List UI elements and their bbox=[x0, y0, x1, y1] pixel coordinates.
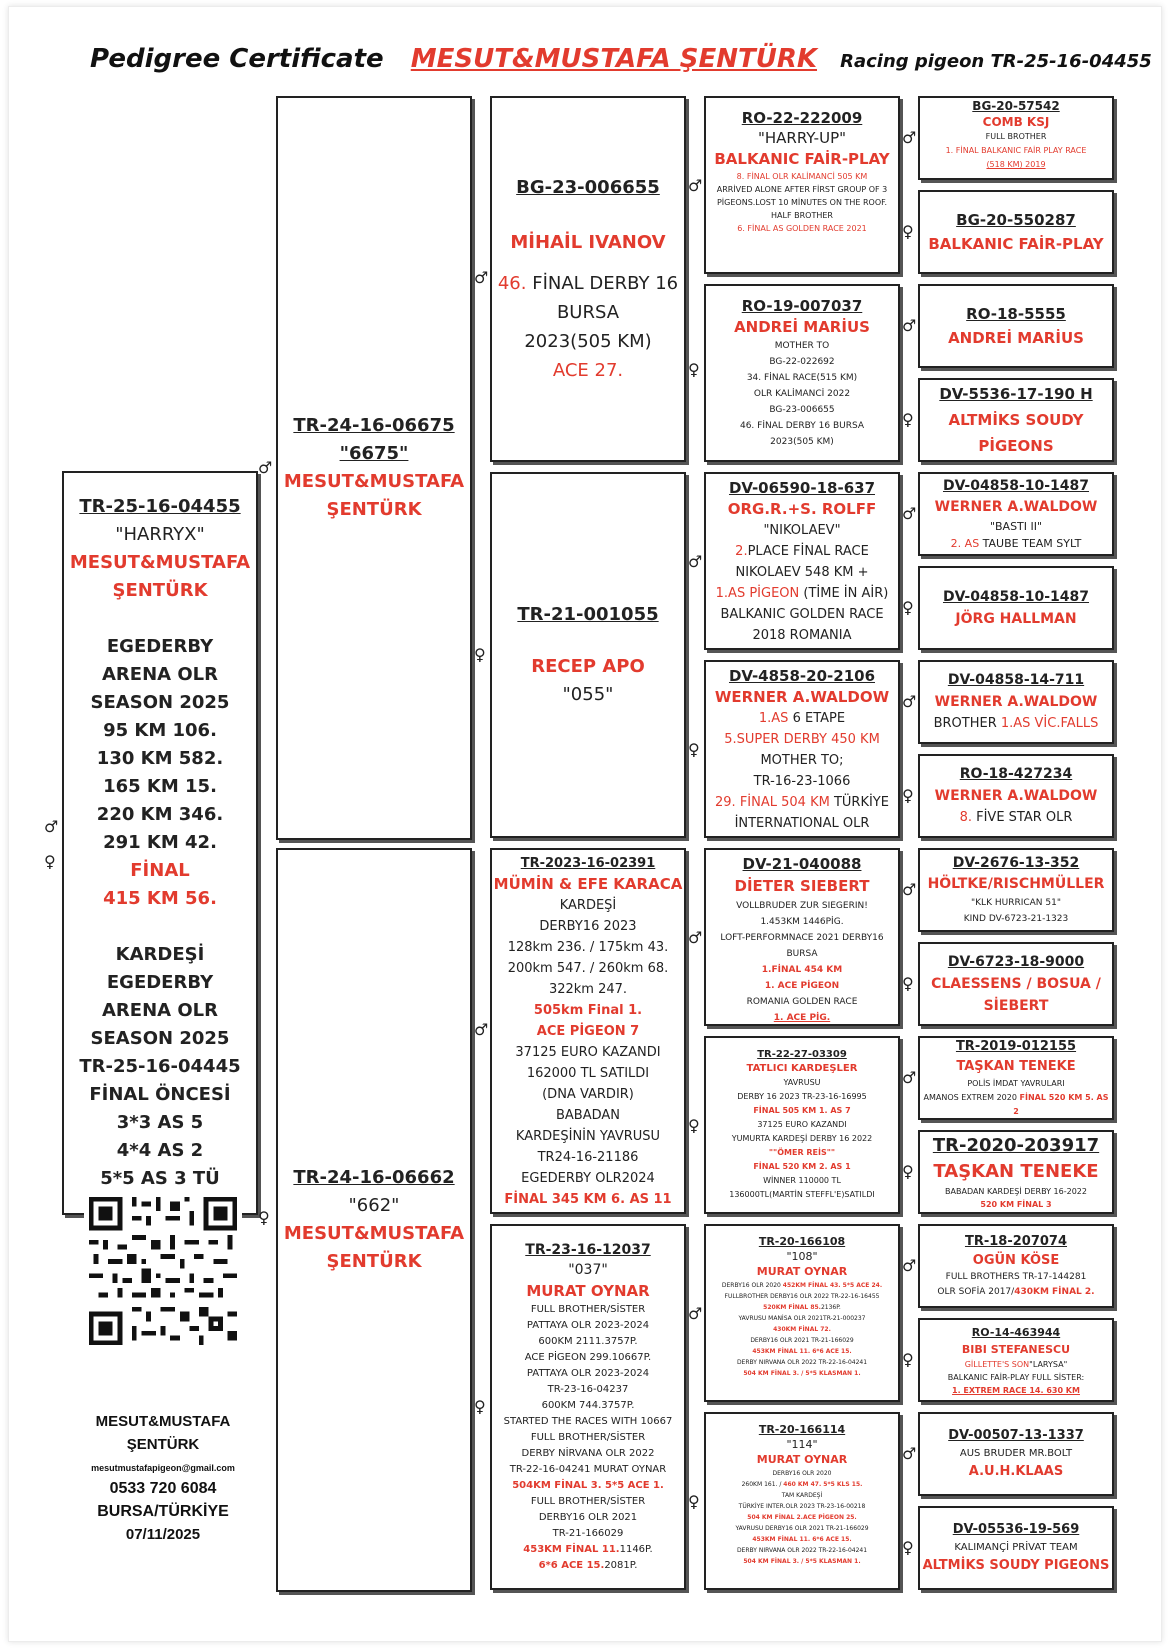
note: 2136P. bbox=[820, 1304, 841, 1311]
ring: DV-05536-19-569 bbox=[952, 1522, 1080, 1537]
highlight: 453KM FİNAL 11. 6*6 ACE 15. bbox=[752, 1536, 852, 1543]
note: TAUBE TEAM SYLT bbox=[979, 537, 1082, 550]
gen5-f1 bbox=[918, 1036, 1114, 1120]
name: "055" bbox=[562, 684, 614, 705]
note: 136000TL(MARTİN STEFFL'E)SATILDI bbox=[729, 1190, 875, 1199]
subject-name: "HARRYX" bbox=[115, 524, 205, 545]
ring: TR-2020-203917 bbox=[932, 1135, 1100, 1156]
note: FULLBROTHER DERBY16 OLR 2022 TR-22-16-16455 bbox=[724, 1293, 880, 1300]
dam-name: "662" bbox=[348, 1195, 400, 1216]
gen4-b bbox=[704, 284, 900, 462]
breeder: DİETER SIEBERT bbox=[734, 877, 870, 895]
male-symbol: ♂ bbox=[902, 504, 917, 523]
note: YAVRUSU bbox=[783, 1078, 821, 1087]
breeder: WERNER A.WALDOW bbox=[934, 499, 1098, 515]
note: BG-22-022692 bbox=[769, 357, 835, 367]
gen5-g1 bbox=[918, 1224, 1114, 1308]
highlight: 453KM FİNAL 11. 6*6 ACE 15. bbox=[752, 1348, 852, 1355]
ring: DV-04858-14-711 bbox=[947, 672, 1085, 688]
female-symbol: ♀ bbox=[688, 360, 700, 379]
gen5-b2 bbox=[918, 378, 1114, 462]
footer-phone[interactable]: 0533 720 6084 bbox=[109, 1480, 217, 1497]
female-symbol: ♀ bbox=[902, 1162, 914, 1181]
note: DERBY16 OLR 2020 bbox=[721, 1282, 783, 1289]
note: OLR SOFİA 2017/ bbox=[937, 1287, 1015, 1297]
sire-owner-2: ŞENTÜRK bbox=[326, 499, 422, 520]
highlight: 6. FİNAL AS GOLDEN RACE 2021 bbox=[737, 224, 867, 233]
highlight: 1.AS bbox=[758, 711, 789, 726]
gen5-d1 bbox=[918, 660, 1114, 744]
female-symbol: ♀ bbox=[474, 645, 486, 664]
dam-box bbox=[276, 848, 472, 1592]
breeder: ALTMİKS SOUDY bbox=[948, 411, 1084, 429]
breeder: TAŞKAN TENEKE bbox=[933, 1161, 1099, 1182]
ring: RO-18-427234 bbox=[959, 766, 1073, 782]
ring: BG-23-006655 bbox=[516, 177, 660, 198]
name: "037" bbox=[568, 1262, 608, 1278]
note: TÜRKİYE INTER.OLR 2023 TR-23-16-00218 bbox=[738, 1503, 866, 1510]
female-symbol: ♀ bbox=[902, 222, 914, 241]
note: KALIMANÇİ PRİVAT TEAM bbox=[954, 1542, 1078, 1553]
race: FİNAL DERBY 16 bbox=[526, 273, 679, 294]
male-symbol: ♂ bbox=[902, 128, 917, 147]
note: EGEDERBY OLR2024 bbox=[521, 1170, 655, 1186]
female-symbol: ♀ bbox=[688, 1492, 700, 1511]
gen5-e2 bbox=[918, 942, 1114, 1026]
breeder: PİGEONS bbox=[978, 437, 1054, 455]
name: "114" bbox=[786, 1438, 818, 1451]
female-symbol: ♀ bbox=[902, 974, 914, 993]
breeder: ALTMİKS SOUDY PIGEONS bbox=[922, 1558, 1110, 1573]
highlight: 8. FİNAL OLR KALİMANCİ 505 KM bbox=[736, 172, 868, 181]
ring: BG-20-57542 bbox=[972, 99, 1060, 113]
race: 2023(505 KM) bbox=[524, 331, 652, 352]
ring: DV-6723-18-9000 bbox=[947, 954, 1085, 970]
note: MOTHER TO; bbox=[760, 753, 844, 768]
title-owner: MESUT&MUSTAFA ŞENTÜRK bbox=[410, 44, 818, 74]
note: 600KM 2111.3757P. bbox=[538, 1336, 638, 1347]
note: DERBY NIRVANA OLR 2022 TR-22-16-04241 bbox=[736, 1547, 868, 1554]
subject-result: 95 KM 106. bbox=[103, 720, 217, 741]
footer-date: 07/11/2025 bbox=[125, 1526, 201, 1543]
note: AUS BRUDER MR.BOLT bbox=[959, 1448, 1073, 1459]
gen5-h1 bbox=[918, 1412, 1114, 1496]
subject-box bbox=[62, 471, 258, 1215]
gen4-g bbox=[704, 1224, 900, 1402]
note: (TİME İN AİR) bbox=[799, 586, 889, 601]
highlight: 29. FİNAL 504 KM bbox=[715, 795, 830, 810]
note: PATTAYA OLR 2023-2024 bbox=[526, 1368, 650, 1379]
note: 37125 EURO KAZANDI bbox=[515, 1044, 661, 1060]
subject-result: SEASON 2025 bbox=[90, 692, 230, 713]
highlight: FİNAL 520 KM 2. AS 1 bbox=[753, 1162, 851, 1171]
highlight: 430KM FİNAL 72. bbox=[773, 1326, 831, 1333]
note: FULL BROTHERS TR-17-144281 bbox=[945, 1272, 1087, 1282]
breeder: MURAT OYNAR bbox=[526, 1282, 650, 1300]
highlight: 460 KM 47. 5*5 KLS 15. bbox=[783, 1481, 863, 1488]
note: TR-16-23-1066 bbox=[753, 774, 851, 789]
sire-owner-1: MESUT&MUSTAFA bbox=[283, 471, 465, 492]
highlight: FİNAL 505 KM 1. AS 7 bbox=[753, 1106, 851, 1115]
ring: TR-2023-16-02391 bbox=[520, 855, 656, 871]
sibling-line: EGEDERBY bbox=[106, 972, 214, 993]
breeder: MURAT OYNAR bbox=[756, 1265, 848, 1278]
note: FİVE STAR OLR bbox=[971, 810, 1073, 825]
note: 34. FİNAL RACE(515 KM) bbox=[746, 373, 858, 383]
breeder: MURAT OYNAR bbox=[756, 1453, 848, 1466]
female-symbol: ♀ bbox=[902, 410, 914, 429]
breeder: BALKANIC FAİR-PLAY bbox=[928, 235, 1104, 253]
title-pigeon: Racing pigeon TR-25-16-04455 bbox=[840, 51, 1152, 72]
gen5-g2 bbox=[918, 1318, 1114, 1402]
note: ROMANIA GOLDEN RACE bbox=[746, 997, 858, 1007]
note: KARDEŞİNİN YAVRUSU bbox=[515, 1128, 661, 1144]
male-symbol: ♂ bbox=[258, 458, 273, 477]
breeder: HÖLTKE/RISCHMÜLLER bbox=[927, 876, 1105, 892]
ring: DV-2676-13-352 bbox=[952, 855, 1080, 871]
dam-owner-1: MESUT&MUSTAFA bbox=[283, 1223, 465, 1244]
ring: DV-04858-10-1487 bbox=[942, 478, 1090, 494]
gen4-c bbox=[704, 472, 900, 650]
note: PATTAYA OLR 2023-2024 bbox=[526, 1320, 650, 1331]
sibling-line: 3*3 AS 5 bbox=[116, 1112, 204, 1133]
note: FULL BROTHER bbox=[985, 132, 1047, 141]
male-symbol: ♂ bbox=[688, 176, 703, 195]
subject-result: 130 KM 582. bbox=[96, 748, 224, 769]
highlight: 5.SUPER DERBY 450 KM bbox=[724, 732, 880, 747]
note: DERBY 16 2023 TR-23-16-16995 bbox=[737, 1092, 867, 1101]
note: BABADAN bbox=[555, 1107, 621, 1123]
gen3-sire-sire bbox=[490, 96, 686, 462]
sibling-line: ARENA OLR bbox=[102, 1000, 218, 1021]
note: DERBY NİRVANA OLR 2022 bbox=[521, 1448, 655, 1459]
note: BALKANIC GOLDEN RACE bbox=[720, 607, 884, 622]
race: BURSA bbox=[556, 302, 620, 323]
highlight: FİNAL 345 KM 6. AS 11 bbox=[504, 1191, 672, 1207]
highlight: 505km Final 1. bbox=[533, 1002, 643, 1018]
title-label: Pedigree Certificate bbox=[90, 44, 384, 74]
sibling-line: TR-25-16-04445 bbox=[79, 1056, 241, 1077]
highlight: 504 KM FİNAL 3. / 5*5 KLASMAN 1. bbox=[743, 1558, 861, 1565]
note: BG-23-006655 bbox=[769, 405, 835, 415]
footer-name-2: ŞENTÜRK bbox=[126, 1436, 200, 1453]
subject-result: 165 KM 15. bbox=[103, 776, 217, 797]
breeder: RECEP APO bbox=[531, 656, 645, 677]
sibling-line: FİNAL ÖNCESİ bbox=[89, 1084, 231, 1105]
gen5-a1 bbox=[918, 96, 1114, 180]
highlight: 1. EXTREM RACE 14. 630 KM bbox=[952, 1385, 1080, 1395]
ring: TR-2019-012155 bbox=[955, 1039, 1077, 1054]
highlight: 1. FİNAL BALKANIC FAİR PLAY RACE bbox=[945, 146, 1087, 155]
highlight: 1. ACE PİGEON bbox=[764, 981, 840, 991]
breeder: TATLICI KARDEŞLER bbox=[746, 1063, 858, 1074]
name: "BASTI II" bbox=[989, 520, 1043, 533]
breeder: A.U.H.KLAAS bbox=[968, 1464, 1064, 1479]
gen5-d2 bbox=[918, 754, 1114, 838]
highlight: 1.AS VİC.FALLS bbox=[1000, 716, 1099, 731]
highlight: 452KM FİNAL 43. 5*5 ACE 24. bbox=[782, 1282, 883, 1289]
highlight: 2. AS bbox=[950, 537, 980, 550]
female-symbol: ♀ bbox=[902, 1350, 914, 1369]
note: KARDEŞİ bbox=[559, 897, 617, 913]
note: 1.453KM 1446PİG. bbox=[760, 917, 844, 927]
ring: BG-20-550287 bbox=[956, 211, 1076, 229]
sibling-line: SEASON 2025 bbox=[90, 1028, 230, 1049]
male-symbol: ♂ bbox=[44, 817, 59, 836]
gen4-d bbox=[704, 660, 900, 838]
highlight: 520KM FİNAL 85. bbox=[763, 1304, 821, 1311]
note: LOFT-PERFORMNACE 2021 DERBY16 bbox=[720, 933, 884, 943]
sire-name: "6675" bbox=[339, 443, 409, 464]
gen4-a bbox=[704, 96, 900, 274]
note: DERBY16 OLR 2020 bbox=[772, 1470, 832, 1477]
breeder: MİHAİL IVANOV bbox=[510, 232, 666, 253]
gen5-b1 bbox=[918, 284, 1114, 368]
breeder: ORG.R.+S. ROLFF bbox=[727, 500, 877, 518]
note: ARRİVED ALONE AFTER FİRST GROUP OF 3 bbox=[716, 185, 888, 194]
name: "108" bbox=[786, 1250, 818, 1263]
ring: TR-20-166108 bbox=[758, 1235, 846, 1248]
breeder: OGÜN KÖSE bbox=[972, 1253, 1060, 1268]
note: 600KM 744.3757P. bbox=[541, 1400, 635, 1411]
note: YAVRUSU MANİSA OLR 2021TR-21-000237 bbox=[738, 1315, 866, 1322]
sire-ring: TR-24-16-06675 bbox=[293, 415, 455, 436]
note: İNTERNATIONAL OLR bbox=[734, 816, 870, 831]
note: BROTHER bbox=[933, 716, 1001, 731]
male-symbol: ♂ bbox=[474, 268, 489, 287]
female-symbol: ♀ bbox=[474, 1397, 486, 1416]
note: BALKANIC FAİR-PLAY FULL SİSTER: bbox=[947, 1372, 1085, 1382]
name: "KLK HURRICAN 51" bbox=[971, 898, 1061, 908]
breeder: JÖRG HALLMAN bbox=[955, 611, 1077, 627]
note: NIKOLAEV 548 KM + bbox=[735, 565, 869, 580]
ring: DV-4858-20-2106 bbox=[728, 667, 875, 685]
breeder: CLAESSENS / BOSUA / bbox=[931, 976, 1101, 992]
note: (DNA VARDIR) bbox=[542, 1086, 634, 1102]
note: 37125 EURO KAZANDI bbox=[757, 1120, 847, 1129]
note: STARTED THE RACES WITH 10667 bbox=[503, 1416, 673, 1427]
ring: DV-5536-17-190 H bbox=[939, 385, 1093, 403]
name: "NIKOLAEV" bbox=[763, 523, 841, 538]
ring: TR-20-166114 bbox=[758, 1423, 846, 1436]
ring: DV-06590-18-637 bbox=[728, 479, 875, 497]
note: AMANOS EXTREM 2020 bbox=[923, 1093, 1020, 1102]
female-symbol: ♀ bbox=[688, 1116, 700, 1135]
breeder: SİEBERT bbox=[983, 998, 1049, 1014]
female-symbol: ♀ bbox=[902, 1538, 914, 1557]
highlight: 1. ACE PİG. bbox=[773, 1013, 831, 1023]
note: 1146P. bbox=[619, 1544, 653, 1555]
highlight: 430KM FİNAL 2. bbox=[1014, 1287, 1095, 1297]
female-symbol: ♀ bbox=[902, 786, 914, 805]
footer-email[interactable]: mesutmustafapigeon@gmail.com bbox=[91, 1463, 235, 1473]
note: 2018 ROMANIA bbox=[752, 628, 852, 643]
gen4-h bbox=[704, 1412, 900, 1590]
breeder: COMB KSJ bbox=[982, 115, 1050, 129]
note: OLR KALİMANCİ 2022 bbox=[753, 389, 851, 399]
note: PLACE FİNAL RACE bbox=[747, 544, 869, 559]
note: WİNNER 110000 TL bbox=[763, 1176, 841, 1185]
highlight: 1.FİNAL 454 KM bbox=[761, 965, 843, 975]
gen5-f2 bbox=[918, 1130, 1114, 1214]
note: YAVRUSU DERBY16 OLR 2021 TR-21-166029 bbox=[735, 1525, 869, 1532]
note: TR-23-16-04237 bbox=[547, 1384, 629, 1395]
subject-result: 220 KM 346. bbox=[96, 804, 224, 825]
note: DERBY16 OLR 2021 bbox=[538, 1512, 638, 1523]
note: DERBY NIRVANA OLR 2022 TR-22-16-04241 bbox=[736, 1359, 868, 1366]
sibling-line: 5*5 AS 3 TÜ bbox=[100, 1168, 220, 1189]
note: 200km 547. / 260km 68. bbox=[507, 960, 669, 976]
highlight: ACE PİGEON 7 bbox=[536, 1023, 640, 1039]
subject-result: EGEDERBY bbox=[106, 636, 214, 657]
note: ACE PİGEON 299.10667P. bbox=[524, 1352, 652, 1363]
ring: DV-21-040088 bbox=[742, 855, 862, 873]
breeder: BALKANIC FAİR-PLAY bbox=[714, 150, 890, 168]
sire-box bbox=[276, 96, 472, 840]
ring: DV-04858-10-1487 bbox=[942, 589, 1090, 605]
note: 260KM 161. / bbox=[741, 1481, 784, 1488]
subject-ring: TR-25-16-04455 bbox=[79, 496, 241, 517]
note: TÜRKİYE bbox=[829, 795, 889, 810]
note: 2081P. bbox=[604, 1560, 638, 1571]
subject-result: ARENA OLR bbox=[102, 664, 218, 685]
note: 322km 247. bbox=[548, 981, 628, 997]
note: 46. FİNAL DERBY 16 BURSA bbox=[739, 421, 865, 431]
highlight: ""ÖMER REİS"" bbox=[768, 1148, 836, 1157]
ring: TR-18-207074 bbox=[964, 1234, 1068, 1249]
note: DERBY16 2023 bbox=[539, 918, 637, 934]
subject-result: 291 KM 42. bbox=[103, 832, 217, 853]
dam-ring: TR-24-16-06662 bbox=[293, 1167, 455, 1188]
note: FULL BROTHER/SİSTER bbox=[530, 1304, 646, 1315]
ring: RO-19-007037 bbox=[741, 297, 863, 315]
ring: RO-22-222009 bbox=[741, 109, 863, 127]
gen5-h2 bbox=[918, 1506, 1114, 1590]
note: MOTHER TO bbox=[774, 341, 830, 351]
qr-code[interactable] bbox=[84, 1192, 242, 1350]
male-symbol: ♂ bbox=[902, 880, 917, 899]
gen5-c2 bbox=[918, 566, 1114, 650]
gen4-f bbox=[704, 1036, 900, 1214]
highlight: 6*6 ACE 15. bbox=[538, 1560, 605, 1571]
highlight: 1.AS PİGEON bbox=[715, 586, 800, 601]
gen4-e bbox=[704, 848, 900, 1026]
note: BURSA bbox=[786, 949, 818, 959]
page-title bbox=[90, 44, 1152, 74]
note: YUMURTA KARDEŞİ DERBY 16 2022 bbox=[731, 1134, 873, 1143]
note: TAM KARDEŞİ bbox=[781, 1492, 823, 1499]
name: "LARYSA" bbox=[1029, 1359, 1068, 1369]
subject-final-result: 415 KM 56. bbox=[103, 888, 217, 909]
male-symbol: ♂ bbox=[688, 1304, 703, 1323]
footer-name-1: MESUT&MUSTAFA bbox=[95, 1413, 231, 1430]
male-symbol: ♂ bbox=[902, 1444, 917, 1463]
ring: RO-18-5555 bbox=[966, 305, 1066, 323]
gen5-a2 bbox=[918, 190, 1114, 274]
subject-final-label: FİNAL bbox=[130, 860, 190, 881]
highlight: 504 KM FİNAL 2.ACE PİGEON 25. bbox=[747, 1514, 857, 1521]
female-symbol: ♀ bbox=[902, 598, 914, 617]
footer-city: BURSA/TÜRKİYE bbox=[97, 1503, 229, 1520]
note: KIND DV-6723-21-1323 bbox=[963, 914, 1069, 924]
highlight: 2. bbox=[735, 544, 748, 559]
gen5-c1 bbox=[918, 472, 1114, 556]
note: BABADAN KARDEŞİ DERBY 16-2022 bbox=[945, 1187, 1087, 1196]
ring: DV-00507-13-1337 bbox=[948, 1428, 1084, 1443]
note: DERBY16 OLR 2021 TR-21-166029 bbox=[750, 1337, 854, 1344]
breeder: WERNER A.WALDOW bbox=[934, 694, 1098, 710]
breeder: MÜMİN & EFE KARACA bbox=[493, 874, 683, 893]
male-symbol: ♂ bbox=[688, 552, 703, 571]
breeder: TAŞKAN TENEKE bbox=[956, 1059, 1076, 1074]
note: POLİS İMDAT YAVRULARI bbox=[967, 1079, 1065, 1088]
note: 162000 TL SATILDI bbox=[526, 1065, 650, 1081]
gen3-dam-sire bbox=[490, 848, 686, 1214]
female-symbol: ♀ bbox=[688, 740, 700, 759]
note: PİGEONS.LOST 10 MİNUTES ON THE ROOF. bbox=[716, 198, 888, 207]
male-symbol: ♂ bbox=[474, 1020, 489, 1039]
note: 6 ETAPE bbox=[788, 711, 846, 726]
highlight: 8. bbox=[959, 810, 972, 825]
male-symbol: ♂ bbox=[902, 1068, 917, 1087]
ring: TR-22-27-03309 bbox=[757, 1049, 847, 1060]
male-symbol: ♂ bbox=[902, 692, 917, 711]
note: TR-21-166029 bbox=[552, 1528, 624, 1539]
female-symbol: ♀ bbox=[44, 852, 56, 871]
gen5-e1 bbox=[918, 848, 1114, 932]
ring: RO-14-463944 bbox=[971, 1325, 1061, 1339]
note: TR24-16-21186 bbox=[537, 1149, 639, 1165]
breeder: WERNER A.WALDOW bbox=[934, 788, 1098, 804]
sibling-line: KARDEŞİ bbox=[115, 944, 205, 965]
sibling-line: 4*4 AS 2 bbox=[116, 1140, 204, 1161]
male-symbol: ♂ bbox=[688, 928, 703, 947]
note: VOLLBRUDER ZUR SIEGERIN! bbox=[736, 901, 868, 911]
dam-owner-2: ŞENTÜRK bbox=[326, 1251, 422, 1272]
highlight: 504 KM FİNAL 3. / 5*5 KLASMAN 1. bbox=[743, 1370, 861, 1377]
note: 128km 236. / 175km 43. bbox=[507, 939, 669, 955]
breeder: ANDREİ MARİUS bbox=[948, 329, 1084, 347]
highlight: GİLLETTE'S SON bbox=[964, 1359, 1030, 1369]
highlight: (518 KM) 2019 bbox=[986, 160, 1046, 169]
note: 2023(505 KM) bbox=[770, 437, 834, 447]
breeder: BIBI STEFANESCU bbox=[961, 1342, 1071, 1356]
ring: TR-21-001055 bbox=[517, 604, 659, 625]
name: "HARRY-UP" bbox=[757, 129, 847, 147]
note: TR-22-16-04241 MURAT OYNAR bbox=[509, 1464, 667, 1475]
ring: TR-23-16-12037 bbox=[525, 1242, 651, 1258]
subject-owner-1: MESUT&MUSTAFA bbox=[69, 552, 251, 573]
highlight: 504KM FİNAL 3. 5*5 ACE 1. bbox=[512, 1480, 664, 1491]
note: FULL BROTHER/SİSTER bbox=[530, 1432, 646, 1443]
female-symbol: ♀ bbox=[258, 1208, 270, 1227]
note: FULL BROTHER/SİSTER bbox=[530, 1496, 646, 1507]
gen3-dam-dam bbox=[490, 1224, 686, 1590]
note: HALF BROTHER bbox=[771, 211, 833, 220]
gen3-sire-dam bbox=[490, 472, 686, 838]
breeder: WERNER A.WALDOW bbox=[714, 688, 890, 706]
highlight: 520 KM FİNAL 3 bbox=[980, 1200, 1052, 1209]
highlight: 453KM FİNAL 11. bbox=[523, 1544, 620, 1555]
subject-owner-2: ŞENTÜRK bbox=[112, 580, 208, 601]
ace: ACE 27. bbox=[552, 360, 624, 381]
highlight: FİNAL 520 KM 5. AS 2 bbox=[1013, 1093, 1109, 1116]
male-symbol: ♂ bbox=[902, 1256, 917, 1275]
male-symbol: ♂ bbox=[902, 316, 917, 335]
breeder: ANDREİ MARİUS bbox=[734, 318, 870, 336]
place: 46. bbox=[497, 273, 527, 294]
